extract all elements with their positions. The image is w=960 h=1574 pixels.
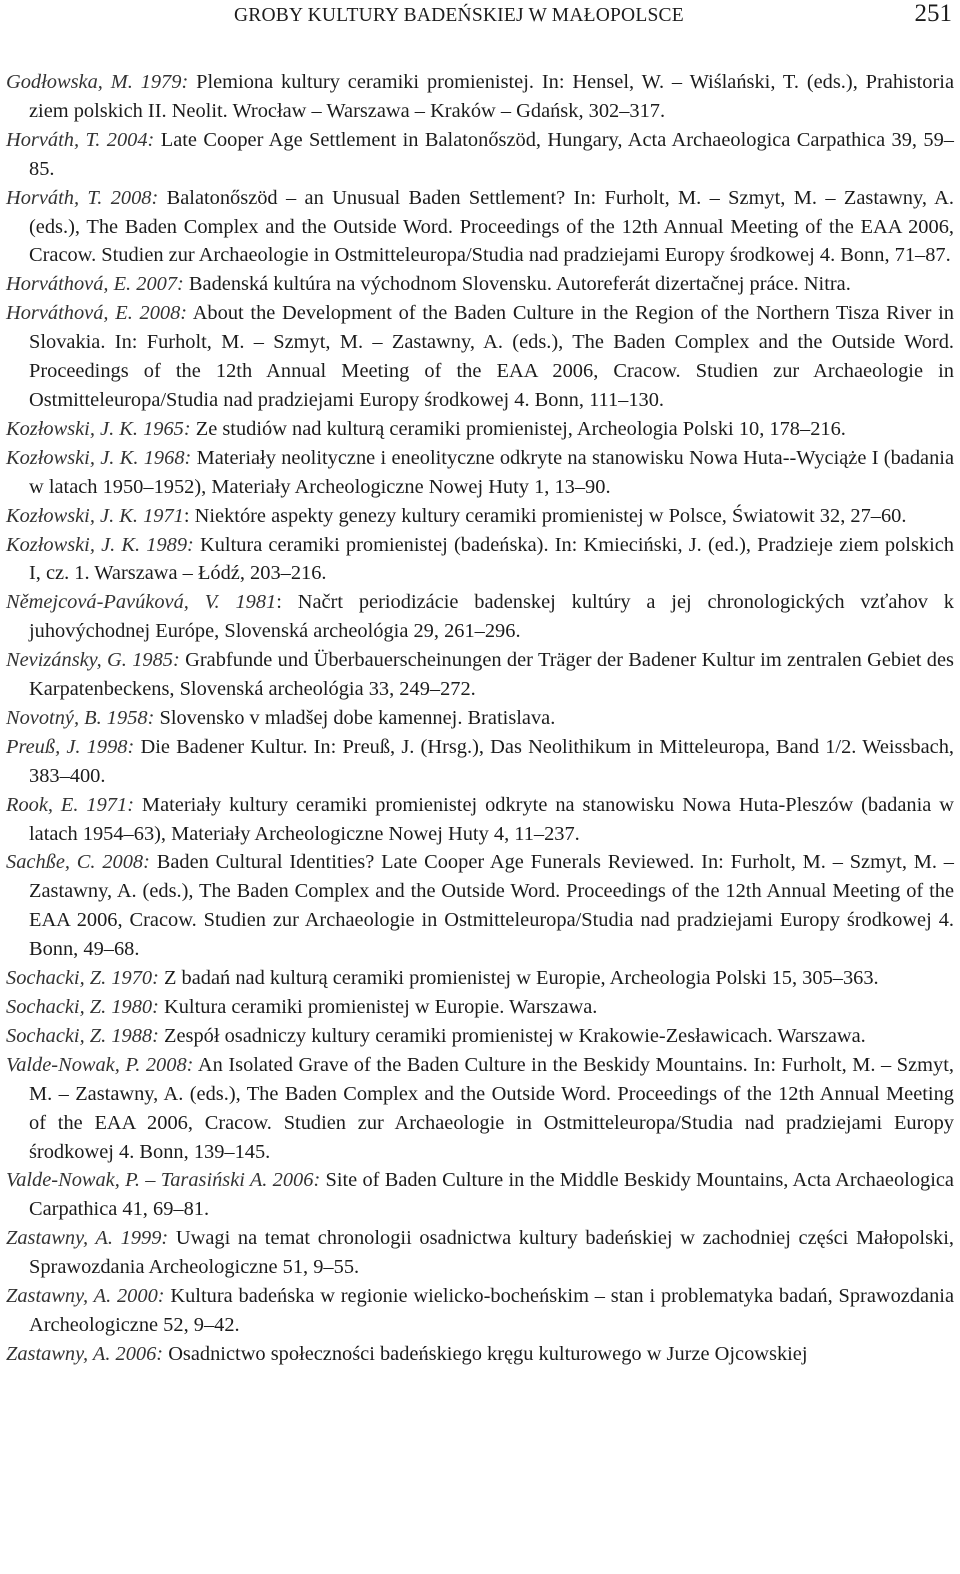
entry-citation: Zespół osadniczy kultury ceramiki promienistej w Krakowie-Zesławicach. Warszawa. <box>158 1024 866 1047</box>
entry-author-year: Rook, E. 1971: <box>6 793 134 816</box>
bibliography-entry <box>6 299 954 415</box>
bibliography-entry <box>6 415 954 444</box>
entry-citation: Materiały neolityczne i eneolityczne odkryte na stanowisku Nowa Huta--Wyciąże I (badania w latach 1950–1952), Materiały Archeologiczne Nowej Huty 1, 13–90. <box>29 446 954 498</box>
bibliography-entry <box>6 1224 954 1282</box>
entry-author-year: Horváthová, E. 2007: <box>6 273 184 296</box>
entry-author-year: Horváth, T. 2004: <box>6 128 155 151</box>
bibliography-entry <box>6 1166 954 1224</box>
entry-citation: Ze studiów nad kulturą ceramiki promienistej, Archeologia Polski 10, 178–216. <box>190 417 846 440</box>
entry-citation: Z badań nad kulturą ceramiki promienistej w Europie, Archeologia Polski 15, 305–363. <box>158 967 879 990</box>
entry-author-year: Valde-Nowak, P. 2008: <box>6 1053 194 1076</box>
bibliography-entry <box>6 270 954 299</box>
entry-citation: Kultura ceramiki promienistej w Europie. Warszawa. <box>158 996 598 1018</box>
bibliography-entry <box>6 444 954 502</box>
entry-citation: Kultura ceramiki promienistej (badeńska). In: Kmieciński, J. (ed.), Pradzieje ziem polskich I, cz. 1. Warszawa – Łódź, 203–216. <box>29 533 955 585</box>
entry-author-year: Valde-Nowak, P. – Tarasiński A. 2006: <box>6 1169 321 1192</box>
entry-author-year: Preuß, J. 1998: <box>6 735 135 758</box>
bibliography-entry <box>6 588 954 646</box>
bibliography-entry <box>6 68 954 126</box>
bibliography-entry <box>6 1282 954 1340</box>
entry-citation: Grabfunde und Überbauerscheinungen der Träger der Badener Kultur im zentralen Gebiet des Karpatenbeckens, Slovenská archeológia 33, 249–272. <box>29 649 954 701</box>
bibliography-entry <box>6 1051 954 1167</box>
entry-author-year: Nevizánsky, G. 1985: <box>6 649 180 672</box>
bibliography-entry <box>6 1022 954 1051</box>
bibliography-entry <box>6 502 954 531</box>
entry-citation: Baden Cultural Identities? Late Cooper Age Funerals Reviewed. In: Furholt, M. – Szmyt, M. – Zastawny, A. (eds.), The Baden Complex and the Outside Word. Proceedings of the 12th Annual Meeting of the EAA 2006, Cracow. Studien zur Archaeologie in Ostmitteleuropa/Studia nad pradziejami Europy środkowej 4. Bonn, 49–68. <box>29 851 955 961</box>
entry-author-year: Kozłowski, J. K. 1971 <box>6 504 184 527</box>
entry-author-year: Horváthová, E. 2008: <box>6 302 188 325</box>
entry-author-year: Němejcová-Pavúková, V. 1981 <box>6 591 277 614</box>
entry-citation: Die Badener Kultur. In: Preuß, J. (Hrsg.), Das Neolithikum in Mitteleuropa, Band 1/2. Weissbach, 383–400. <box>29 735 954 787</box>
entry-author-year: Zastawny, A. 1999: <box>6 1227 169 1250</box>
bibliography-entry <box>6 848 954 964</box>
bibliography-entry <box>6 126 954 184</box>
bibliography-entry <box>6 791 954 849</box>
entry-author-year: Sochacki, Z. 1970: <box>6 967 159 990</box>
entry-citation: Balatonőszöd – an Unusual Baden Settlement? In: Furholt, M. – Szmyt, M. – Zastawny, A. (eds.), The Baden Complex and the Outside Word. Proceedings of the 12th Annual Meeting of the EAA 2006, Cracow. Studien zur Archaeologie in Ostmitteleuropa/Studia nad pradziejami Europy środkowej 4. Bonn, 71–87. <box>29 186 954 267</box>
bibliography-entry <box>6 993 954 1022</box>
bibliography-entry <box>6 964 954 993</box>
entry-citation: : Načrt periodizácie badenskej kultúry a jej chronologických vzťahov k juhovýchodnej Európe, Slovenská archeológia 29, 261–296. <box>29 591 954 643</box>
entry-author-year: Kozłowski, J. K. 1968: <box>6 446 192 469</box>
entry-author-year: Novotný, B. 1958: <box>6 706 155 729</box>
entry-citation: Uwagi na temat chronologii osadnictwa kultury badeńskiej w zachodniej części Małopolski, Sprawozdania Archeologiczne 51, 9–55. <box>29 1227 954 1279</box>
entry-citation: : Niektóre aspekty genezy kultury ceramiki promienistej w Polsce, Światowit 32, 27–60. <box>183 504 907 527</box>
bibliography-entry <box>6 1340 954 1369</box>
bibliography-entry <box>6 704 954 733</box>
bibliography-entry <box>6 184 954 271</box>
bibliography-entry <box>6 646 954 704</box>
entry-citation: Osadnictwo społeczności badeńskiego kręgu kulturowego w Jurze Ojcowskiej <box>163 1342 808 1365</box>
entry-citation: Site of Baden Culture in the Middle Beskidy Mountains, Acta Archaeologica Carpathica 41, 69–81. <box>29 1169 954 1221</box>
entry-author-year: Horváth, T. 2008: <box>6 186 159 209</box>
bibliography-entry <box>6 733 954 791</box>
page-number: 251 <box>914 0 952 27</box>
running-header <box>0 0 960 32</box>
entry-citation: Plemiona kultury ceramiki promienistej. In: Hensel, W. – Wiślański, T. (eds.), Prahistoria ziem polskich II. Neolit. Wrocław – Warszawa – Kraków – Gdańsk, 302–317. <box>29 71 954 122</box>
entry-author-year: Sochacki, Z. 1980: <box>6 996 159 1018</box>
entry-author-year: Godłowska, M. 1979: <box>6 71 189 93</box>
bibliography-entry <box>6 531 954 589</box>
bibliography-list <box>6 68 954 1369</box>
entry-author-year: Sachße, C. 2008: <box>6 851 150 874</box>
entry-author-year: Kozłowski, J. K. 1965: <box>6 417 191 440</box>
entry-citation: An Isolated Grave of the Baden Culture in the Beskidy Mountains. In: Furholt, M. – Szmyt, M. – Zastawny, A. (eds.), The Baden Complex and the Outside Word. Proceedings of the 12th Annual Meeting of the EAA 2006, Cracow. Studien zur Archaeologie in Ostmitteleuropa/Studia nad pradziejami Europy środkowej 4. Bonn, 139–145. <box>29 1053 954 1163</box>
entry-citation: Kultura badeńska w regionie wielicko-bocheńskim – stan i problematyka badań, Sprawozdania Archeologiczne 52, 9–42. <box>29 1285 954 1336</box>
entry-citation: Late Cooper Age Settlement in Balatonőszöd, Hungary, Acta Archaeologica Carpathica 39, 59–85. <box>29 128 954 180</box>
entry-citation: Badenská kultúra na východnom Slovensku. Autoreferát dizertačnej práce. Nitra. <box>183 273 851 296</box>
entry-citation: Materiały kultury ceramiki promienistej odkryte na stanowisku Nowa Huta-Pleszów (badania w latach 1954–63), Materiały Archeologiczne Nowej Huty 4, 11–237. <box>29 793 954 845</box>
entry-author-year: Zastawny, A. 2006: <box>6 1342 164 1365</box>
entry-citation: Slovensko v mladšej dobe kamennej. Bratislava. <box>154 706 556 729</box>
entry-citation: About the Development of the Baden Culture in the Region of the Northern Tisza River in Slovakia. In: Furholt, M. – Szmyt, M. – Zastawny, A. (eds.), The Baden Complex and the Outside Word. Proceedings of the 12th Annual Meeting of the EAA 2006, Cracow. Studien zur Archaeologie in Ostmitteleuropa/Studia nad pradziejami Europy środkowej 4. Bonn, 111–130. <box>29 302 954 411</box>
entry-author-year: Kozłowski, J. K. 1989: <box>6 533 194 556</box>
entry-author-year: Sochacki, Z. 1988: <box>6 1024 159 1047</box>
running-title: GROBY KULTURY BADEŃSKIEJ W MAŁOPOLSCE <box>234 5 684 26</box>
entry-author-year: Zastawny, A. 2000: <box>6 1285 165 1308</box>
